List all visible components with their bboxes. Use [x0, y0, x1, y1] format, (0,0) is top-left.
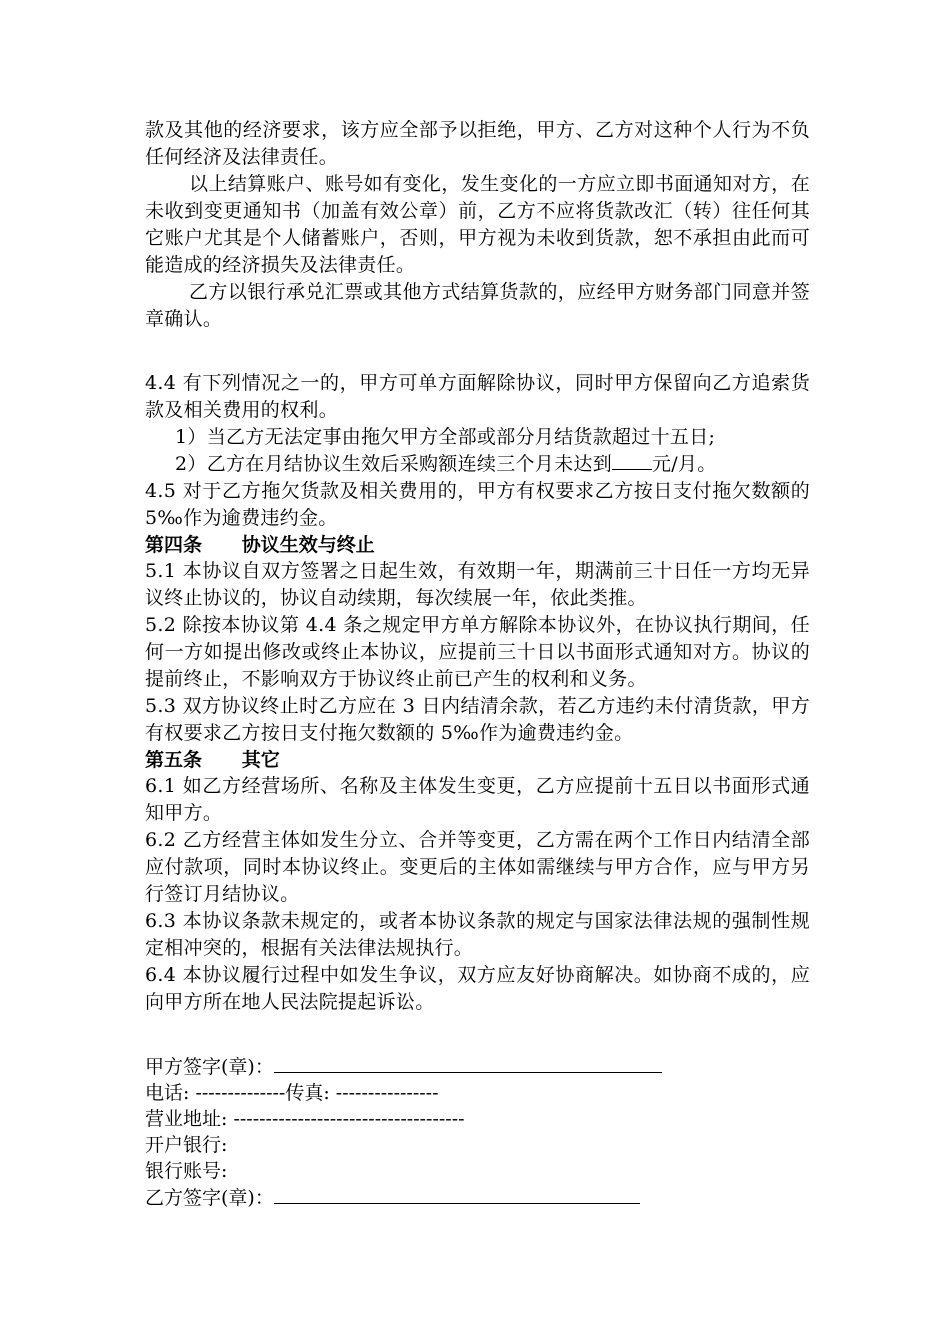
intro-paragraph-1: 款及其他的经济要求，该方应全部予以拒绝，甲方、乙方对这种个人行为不负任何经济及法律责任。	[145, 119, 810, 168]
article-5-heading: 第五条 其它	[145, 749, 280, 771]
clause-4-4-item-2-text: 2）乙方在月结协议生效后采购额连续三个月未达到	[175, 453, 612, 475]
address-label: 营业地址:	[145, 1108, 234, 1130]
clause-4-4-item-2-unit: 元/月。	[652, 453, 717, 475]
article-4-heading: 第四条 协议生效与终止	[145, 534, 375, 556]
party-a-label: 甲方签字(章)：	[145, 1056, 274, 1078]
account-label: 银行账号:	[145, 1160, 228, 1182]
address-blank[interactable]: ------------------------------------	[233, 1108, 465, 1130]
intro-paragraph-3: 乙方以银行承兑汇票或其他方式结算货款的，应经甲方财务部门同意并签章确认。	[145, 281, 810, 330]
phone-blank[interactable]: --------------	[195, 1082, 286, 1104]
clause-5-1: 5.1 本协议自双方签署之日起生效，有效期一年，期满前三十日任一方均无异议终止协议的，协议自动续期，每次续展一年，依此类推。	[145, 560, 810, 609]
party-b-label: 乙方签字(章)：	[145, 1187, 274, 1209]
clause-6-1: 6.1 如乙方经营场所、名称及主体发生变更，乙方应提前十五日以书面形式通知甲方。	[145, 775, 810, 824]
clause-4-5: 4.5 对于乙方拖欠货款及相关费用的，甲方有权要求乙方按日支付拖欠数额的 5‰作为逾费违约金。	[145, 480, 817, 529]
clause-5-3: 5.3 双方协议终止时乙方应在 3 日内结清余款，若乙方违约未付清货款，甲方有权要求乙方按日支付拖欠数额的 5‰作为逾费违约金。	[145, 695, 810, 744]
account-row	[145, 1158, 810, 1184]
intro-paragraph-2: 以上结算账户、账号如有变化，发生变化的一方应立即书面通知对方，在未收到变更通知书（加盖有效公章）前，乙方不应将货款改汇（转）往任何其它账户尤其是个人储蓄账户，否则，甲方视为未收到货款，恕不承担由此而可能造成的经济损失及法律责任。	[145, 173, 810, 276]
spacer	[145, 333, 810, 370]
phone-label: 电话:	[145, 1082, 196, 1104]
clause-4-4-item-2	[145, 451, 810, 478]
clause-6-3: 6.3 本协议条款未规定的，或者本协议条款的规定与国家法律法规的强制性规定相冲突的，根据有关法律法规执行。	[145, 910, 810, 959]
clause-6-2: 6.2 乙方经营主体如发生分立、合并等变更，乙方需在两个工作日内结清全部应付款项，同时本协议终止。变更后的主体如需继续与甲方合作，应与甲方另行签订月结协议。	[145, 829, 810, 905]
bank-row	[145, 1132, 810, 1158]
contract-page	[145, 117, 817, 1211]
party-b-signature-line[interactable]	[274, 1184, 640, 1204]
fax-label: 传真:	[285, 1082, 336, 1104]
party-a-signature-line[interactable]	[274, 1053, 662, 1073]
clause-5-2: 5.2 除按本协议第 4.4 条之规定甲方单方解除本协议外，在协议执行期间，任何一方如提出修改或终止本协议，应提前三十日以书面形式通知对方。协议的提前终止，不影响双方于协议终止前已产生的权利和义务。	[145, 614, 810, 690]
spacer	[145, 1016, 810, 1053]
fax-blank[interactable]: ----------------	[335, 1082, 439, 1104]
amount-blank	[612, 451, 652, 470]
clause-4-4: 4.4 有下列情况之一的，甲方可单方面解除协议，同时甲方保留向乙方追索货款及相关费用的权利。	[145, 372, 810, 421]
party-b-signature-row	[145, 1184, 810, 1211]
bank-label: 开户银行:	[145, 1134, 228, 1156]
party-a-signature-row	[145, 1053, 810, 1080]
address-row	[145, 1106, 810, 1132]
phone-fax-row	[145, 1080, 810, 1106]
clause-6-4: 6.4 本协议履行过程中如发生争议，双方应友好协商解决。如协商不成的，应向甲方所在地人民法院提起诉讼。	[145, 964, 810, 1013]
clause-4-4-item-1: 1）当乙方无法定事由拖欠甲方全部或部分月结货款超过十五日;	[175, 426, 716, 448]
